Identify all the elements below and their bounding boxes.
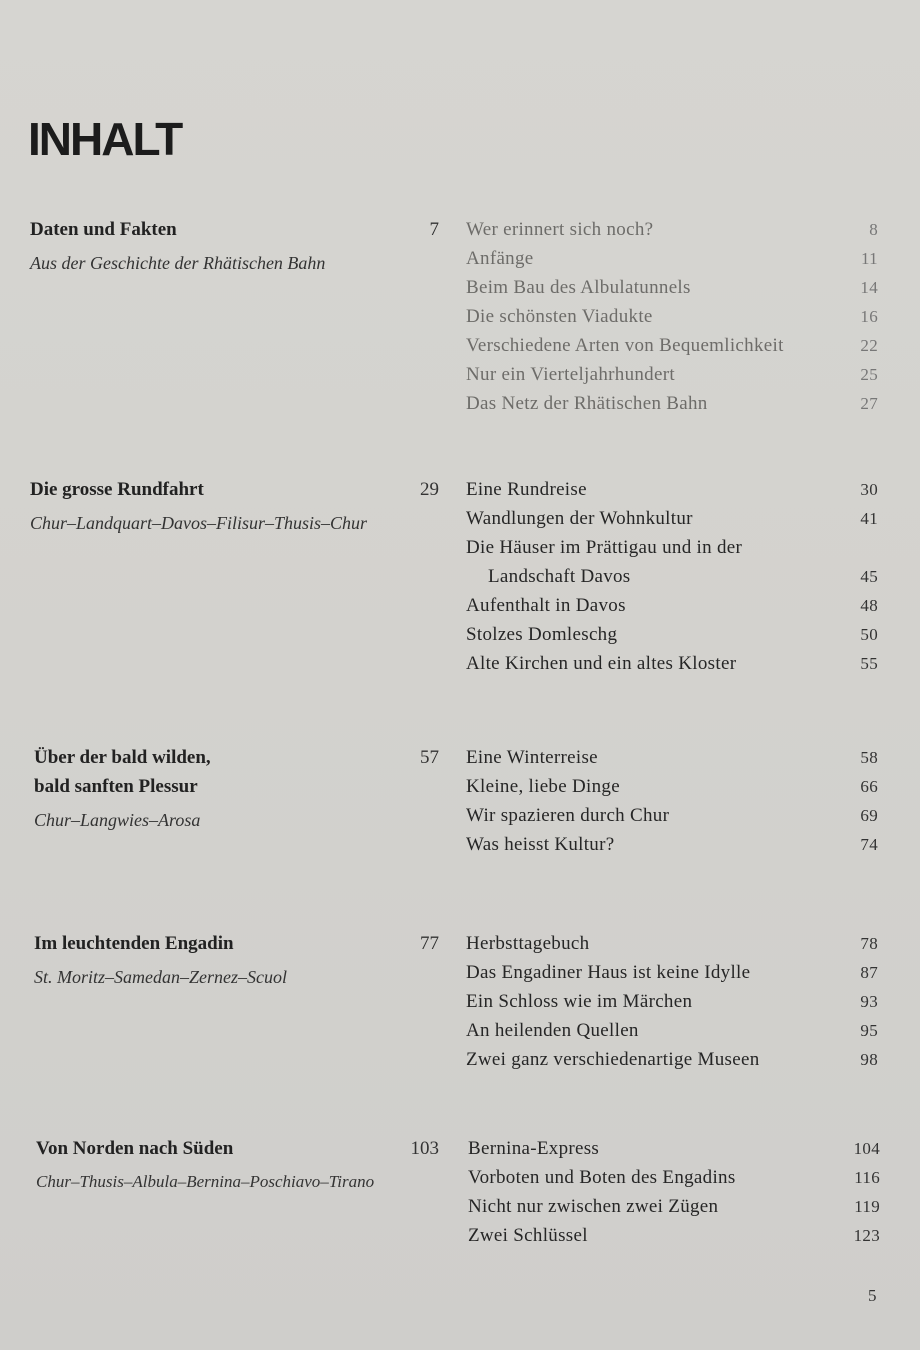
toc-entry — [466, 958, 878, 987]
section-subtitle: Chur–Thusis–Albula–Bernina–Poschiavo–Tirano — [36, 1172, 375, 1191]
entry-list — [466, 215, 878, 418]
toc-entry — [466, 801, 878, 830]
section-subtitle: Aus der Geschichte der Rhätischen Bahn — [30, 253, 326, 273]
toc-entry — [466, 1045, 878, 1074]
entry-title: Landschaft Davos — [488, 566, 631, 587]
entry-page-number: 30 — [860, 480, 878, 499]
toc-entry — [466, 389, 878, 418]
entry-page-number: 93 — [860, 992, 878, 1011]
section-subtitle: Chur–Langwies–Arosa — [34, 810, 201, 830]
entry-page-number: 95 — [860, 1021, 878, 1040]
entry-page-number: 69 — [860, 806, 878, 825]
entry-page-number: 22 — [860, 336, 878, 355]
entry-page-number: 48 — [860, 596, 878, 615]
toc-entry — [466, 591, 878, 620]
toc-entry — [466, 504, 878, 533]
toc-entry — [466, 562, 878, 591]
section-title: Die grosse Rundfahrt — [30, 479, 204, 500]
toc-entry — [468, 1134, 880, 1163]
section-page-number: 7 — [429, 219, 439, 240]
entry-list — [466, 743, 878, 859]
section-page-number: 103 — [410, 1138, 439, 1159]
toc-entry — [466, 929, 878, 958]
toc-entry — [466, 620, 878, 649]
entry-title: Die schönsten Viadukte — [466, 306, 653, 327]
entry-page-number: 11 — [861, 249, 878, 268]
entry-title: Ein Schloss wie im Märchen — [466, 991, 693, 1012]
section-title: Daten und Fakten — [30, 219, 177, 240]
toc-entry — [466, 215, 878, 244]
entry-page-number: 45 — [860, 567, 878, 586]
entry-list — [466, 475, 878, 678]
toc-entry — [466, 273, 878, 302]
entry-title: Alte Kirchen und ein altes Kloster — [466, 653, 737, 674]
page-title: INHALT — [28, 113, 182, 165]
toc-entry — [466, 475, 878, 504]
toc-entry — [468, 1163, 880, 1192]
toc-entry — [466, 772, 878, 801]
entry-title: Nur ein Vierteljahrhundert — [466, 364, 675, 385]
entry-title: Verschiedene Arten von Bequemlichkeit — [466, 335, 784, 356]
section-title-line-2: bald sanften Plessur — [34, 776, 198, 797]
toc-entry — [466, 743, 878, 772]
section-title: Von Norden nach Süden — [36, 1138, 234, 1159]
entry-title: An heilenden Quellen — [466, 1020, 639, 1041]
entry-title: Wir spazieren durch Chur — [466, 805, 670, 826]
entry-page-number: 55 — [860, 654, 878, 673]
entry-title: Das Netz der Rhätischen Bahn — [466, 393, 708, 414]
entry-title: Eine Rundreise — [466, 479, 587, 500]
entry-page-number: 27 — [860, 394, 878, 413]
section-heading — [30, 215, 445, 278]
toc-entry — [466, 1016, 878, 1045]
section-page-number: 77 — [420, 933, 439, 954]
entry-page-number: 123 — [853, 1226, 880, 1245]
entry-page-number: 98 — [860, 1050, 878, 1069]
page-folio-number: 5 — [868, 1286, 877, 1305]
entry-title: Herbsttagebuch — [466, 933, 590, 954]
entry-title: Was heisst Kultur? — [466, 834, 615, 855]
entry-title: Die Häuser im Prättigau und in der — [466, 537, 743, 558]
entry-page-number: 41 — [860, 509, 878, 528]
entry-title: Eine Winterreise — [466, 747, 598, 768]
entry-page-number: 25 — [860, 365, 878, 384]
entry-title: Stolzes Domleschg — [466, 624, 618, 645]
section-heading — [34, 929, 445, 992]
toc-entry — [466, 649, 878, 678]
toc-entry — [466, 244, 878, 273]
toc-entry — [466, 331, 878, 360]
section-heading — [30, 475, 445, 538]
entry-page-number: 14 — [860, 278, 878, 297]
entry-page-number: 50 — [860, 625, 878, 644]
entry-title: Beim Bau des Albulatunnels — [466, 277, 691, 298]
entry-title: Wer erinnert sich noch? — [466, 219, 654, 240]
entry-title: Nicht nur zwischen zwei Zügen — [468, 1196, 719, 1217]
entry-title: Zwei ganz verschiedenartige Museen — [466, 1049, 760, 1070]
section-heading — [34, 743, 445, 835]
entry-title: Das Engadiner Haus ist keine Idylle — [466, 962, 751, 983]
entry-page-number: 74 — [860, 835, 878, 854]
entry-page-number: 116 — [854, 1168, 880, 1187]
section-subtitle: St. Moritz–Samedan–Zernez–Scuol — [34, 967, 287, 987]
toc-entry — [466, 830, 878, 859]
entry-page-number: 66 — [860, 777, 878, 796]
entry-title: Anfänge — [466, 248, 534, 269]
entry-page-number: 8 — [869, 220, 878, 239]
section-heading — [36, 1134, 445, 1197]
entry-title: Wandlungen der Wohnkultur — [466, 508, 693, 529]
entry-title: Aufenthalt in Davos — [466, 595, 626, 616]
entry-list — [466, 929, 878, 1074]
entry-page-number: 58 — [860, 748, 878, 767]
section-page-number: 57 — [420, 747, 439, 768]
section-title: Über der bald wilden, — [34, 747, 211, 768]
toc-entry — [466, 302, 878, 331]
toc-entry — [466, 360, 878, 389]
entry-page-number: 87 — [860, 963, 878, 982]
toc-entry — [466, 987, 878, 1016]
entry-title: Zwei Schlüssel — [468, 1225, 588, 1246]
section-page-number: 29 — [420, 479, 439, 500]
entry-title: Kleine, liebe Dinge — [466, 776, 620, 797]
section-title: Im leuchtenden Engadin — [34, 933, 234, 954]
section-subtitle: Chur–Landquart–Davos–Filisur–Thusis–Chur — [30, 513, 368, 533]
toc-entry — [468, 1221, 880, 1250]
entry-page-number: 78 — [860, 934, 878, 953]
entry-title: Vorboten und Boten des Engadins — [468, 1167, 736, 1188]
entry-page-number: 104 — [853, 1139, 880, 1158]
toc-entry — [468, 1192, 880, 1221]
entry-page-number: 119 — [854, 1197, 880, 1216]
entry-page-number: 16 — [860, 307, 878, 326]
entry-title: Bernina-Express — [468, 1138, 600, 1159]
toc-entry — [466, 533, 878, 562]
entry-list — [468, 1134, 880, 1250]
